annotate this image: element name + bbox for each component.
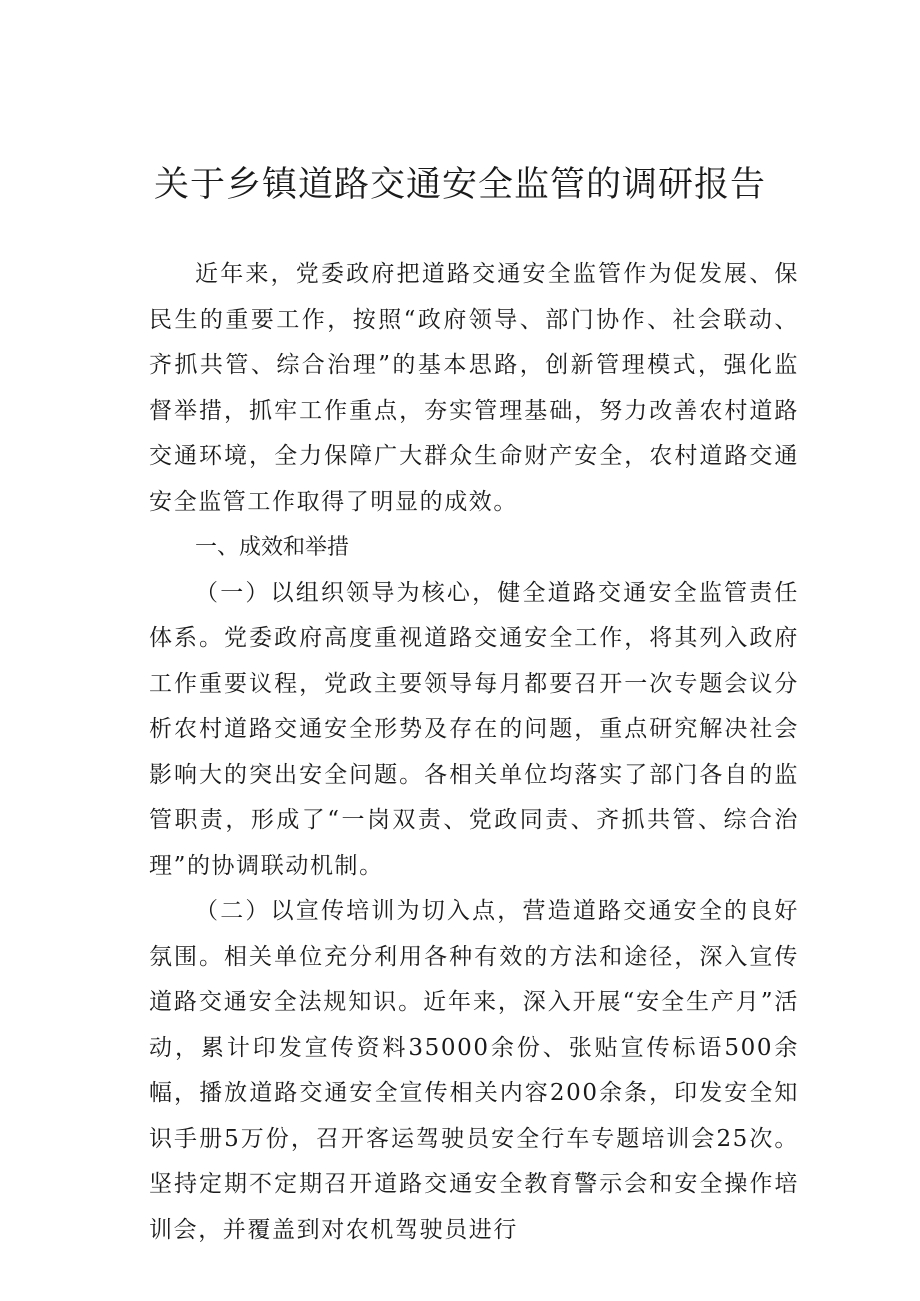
- item-one-paragraph: （一）以组织领导为核心，健全道路交通安全监管责任体系。党委政府高度重视道路交通安全工作，将其列入政府工作重要议程，党政主要领导每月都要召开一次专题会议分析农村道路交通安全形势及存在的问题，重点研究解决社会影响大的突出安全问题。各相关单位均落实了部门各自的监管职责，形成了“一岗双责、党政同责、齐抓共管、综合治理”的协调联动机制。: [149, 579, 799, 879]
- intro-paragraph: 近年来，党委政府把道路交通安全监管作为促发展、保民生的重要工作，按照“政府领导、部门协作、社会联动、齐抓共管、综合治理”的基本思路，创新管理模式，强化监督举措，抓牢工作重点，夯实管理基础，努力改善农村道路交通环境，全力保障广大群众生命财产安全，农村道路交通安全监管工作取得了明显的成效。: [149, 261, 799, 515]
- document-body: [149, 252, 799, 1253]
- section-heading: 一、成效和举措: [195, 535, 350, 560]
- item-two-paragraph: （二）以宣传培训为切入点，营造道路交通安全的良好氛围。相关单位充分利用各种有效的方法和途径，深入宣传道路交通安全法规知识。近年来，深入开展“安全生产月”活动，累计印发宣传资料35000余份、张贴宣传标语500余幅，播放道路交通安全宣传相关内容200余条，印发安全知识手册5万份，召开客运驾驶员安全行车专题培训会25次。坚持定期不定期召开道路交通安全教育警示会和安全操作培训会，并覆盖到对农机驾驶员进行: [149, 898, 799, 1243]
- document-title: 关于乡镇道路交通安全监管的调研报告: [153, 165, 766, 205]
